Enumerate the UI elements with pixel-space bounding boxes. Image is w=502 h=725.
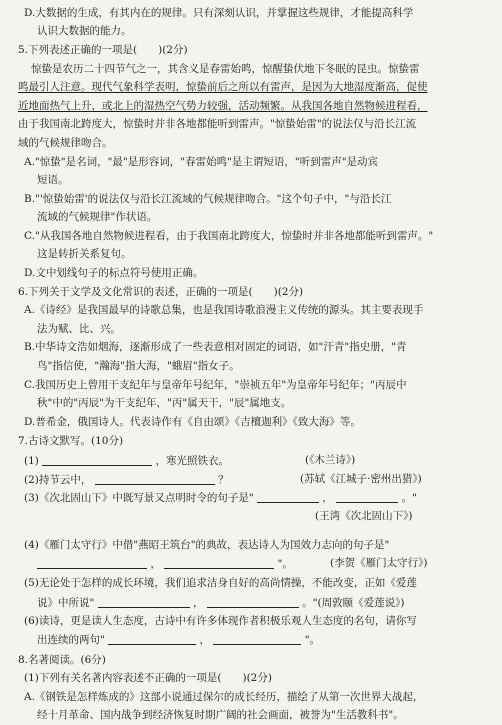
q7-item1-source: (《木兰诗》) (305, 454, 356, 466)
q7-item6-blank2[interactable] (213, 634, 301, 645)
q7-item3-comma: ， (322, 492, 333, 504)
q6-option-c-line1: C.我国历史上曾用干支纪年与皇帝年号纪年，"崇祯五年"为皇帝年号纪年；"丙辰中 (24, 379, 407, 391)
q8-option-a-line2: 经十月革命、国内战争到经济恢复时期广阔的社会画面，被誉为"生活教科书"。 (37, 709, 404, 721)
q7-item4-line2 (37, 558, 293, 570)
q8-option-a-line1: A.《钢铁是怎样炼成的》这部小说通过保尔的成长经历，描绘了从第一次世界大战起， (24, 691, 424, 703)
q7-item4-end: "。 (277, 558, 293, 570)
q7-item3-end: 。" (401, 492, 417, 504)
q8-subquestion1: (1)下列有关名著内容表述不正确的一项是( )(2分) (24, 672, 272, 684)
q7-item6-line1: (6)读诗，更是读人生态度，古诗中有许多体现作者积极乐观人生态度的名句，请你写 (24, 615, 417, 627)
q7-item6-lead: 出连续的两句" (37, 634, 105, 646)
q7-item2-end: ？ (218, 474, 229, 486)
q6-option-c-line2: 秋"中的"丙辰"为干支纪年，"丙"属天干，"辰"属地支。 (37, 397, 292, 409)
q5-passage-line2: 鸣最引人注意。现代气象科学表明，惊蛰前后之所以有雷声，是因为大地湿度渐高，促使 (18, 81, 428, 93)
q7-item1 (24, 455, 229, 467)
q5-option-a-line1: A."惊蛰"是名词，"最"是形容词，"春雷始鸣"是主谓短语，"听到雷声"是动宾 (24, 156, 379, 168)
q6-option-a-line2: 法为赋、比、兴。 (37, 323, 121, 335)
q5-passage-line3: 近地面热气上升，或北上的湿热空气势力较强，活动频繁。从我国各地自然物候进程看， (18, 100, 428, 112)
q7-item3 (24, 492, 417, 504)
q5-option-c-line2: 这是转折关系复句。 (37, 248, 132, 260)
q5-option-b-line1: B."'惊蛰始雷'的说法仅与沿长江流域的气候规律吻合。"这个句子中，"与沿长江 (24, 193, 392, 205)
q7-item4-source: (李贺《雁门太守行》) (330, 557, 428, 569)
q7-item3-blank2[interactable] (336, 492, 398, 503)
q7-item6-comma: ， (199, 634, 211, 646)
q7-item4-line1: (4)《雁门太守行》中借"燕昭王筑台"的典故，表达诗人为国效力志向的句子是" (24, 539, 390, 551)
q7-item1-blank[interactable] (42, 455, 152, 466)
q5-passage-line4: 由于我国南北跨度大，惊蛰时并非各地都能听到雷声。"惊蛰始雷"的说法仅与沿长江流 (18, 118, 417, 130)
q7-item1-number: (1) (24, 455, 39, 467)
q5-passage-line1: 惊蛰是农历二十四节气之一，其含义是春雷始鸣，惊醒蛰伏地下冬眠的昆虫。惊蛰雷 (31, 63, 420, 75)
q7-item4-blank1[interactable] (37, 558, 147, 569)
q7-item5-end: 。"(周敦颐《爱莲说》) (302, 597, 405, 609)
q5-option-d: D.文中划线句子的标点符号使用正确。 (24, 267, 204, 279)
q7-item2 (24, 474, 229, 486)
q7-item6-line2 (37, 634, 320, 646)
q7-item6-end: "。 (304, 634, 321, 646)
q6-option-a-line1: A.《诗经》是我国最早的诗歌总集，也是我国诗歌浪漫主义传统的源头。其主要表现手 (24, 304, 424, 316)
q6-option-b-line2: 鸟"指信使，"瀚海"指大海，"蛾眉"指女子。 (37, 360, 240, 372)
q7-item5-line2 (37, 597, 405, 609)
q7-item5-lead: 说》中所说" (37, 597, 95, 609)
q5-passage-line5: 域的气候规律吻合。 (18, 137, 113, 149)
q7-item5-blank1[interactable] (98, 597, 190, 608)
q7-item5-blank2[interactable] (207, 597, 299, 608)
q5-option-c-line1: C."从我国各地自然物候进程看，由于我国南北跨度大，惊蛰时并非各地都能听到雷声。" (24, 230, 434, 242)
q5-title: 5.下列表述正确的一项是( )(2分) (18, 44, 188, 56)
q7-item1-text: ，寒光照铁衣。 (155, 455, 230, 467)
q7-item3-blank1[interactable] (257, 492, 319, 503)
q7-item4-comma: ， (150, 558, 161, 570)
q7-item2-blank[interactable] (95, 474, 215, 485)
q6-title: 6.下列关于文学及文化常识的表述，正确的一项是( )(2分) (18, 286, 304, 298)
q5-option-a-line2: 短语。 (37, 174, 69, 186)
q6-option-b-line1: B.中华诗文浩如烟海，逐渐形成了一些表意相对固定的词语，如"汗青"指史册，"青 (24, 341, 407, 353)
q5-option-b-line2: 流域的气候规律"作状语。 (37, 211, 158, 223)
q7-item5-comma: ， (193, 597, 204, 609)
q7-item2-text: (2)持节云中， (24, 474, 92, 486)
q7-item3-source: (王湾《次北固山下》) (315, 510, 413, 522)
q7-item3-text: (3)《次北固山下》中既写景又点明时令的句子是" (24, 492, 254, 504)
q8-title: 8.名著阅读。(6分) (18, 654, 106, 666)
q7-item5-line1: (5)无论处于怎样的成长环境，我们追求洁身自好的高尚情操，不能改变，正如《爱莲 (24, 577, 417, 589)
q6-option-d: D.普希金，俄国诗人。代表诗作有《自由颂》《吉檀迦利》《致大海》等。 (24, 416, 361, 428)
q4-option-d-line1: D.大数据的生成，有其内在的规律。只有深刻认识，并掌握这些规律，才能提高科学 (24, 7, 414, 19)
q4-option-d-line2: 认识大数据的能力。 (37, 25, 132, 37)
q7-item6-blank1[interactable] (108, 634, 196, 645)
q7-item2-source: (苏轼《江城子·密州出猎》) (300, 473, 422, 485)
q7-item4-blank2[interactable] (164, 558, 274, 569)
q7-title: 7.古诗文默写。(10分) (18, 435, 124, 447)
